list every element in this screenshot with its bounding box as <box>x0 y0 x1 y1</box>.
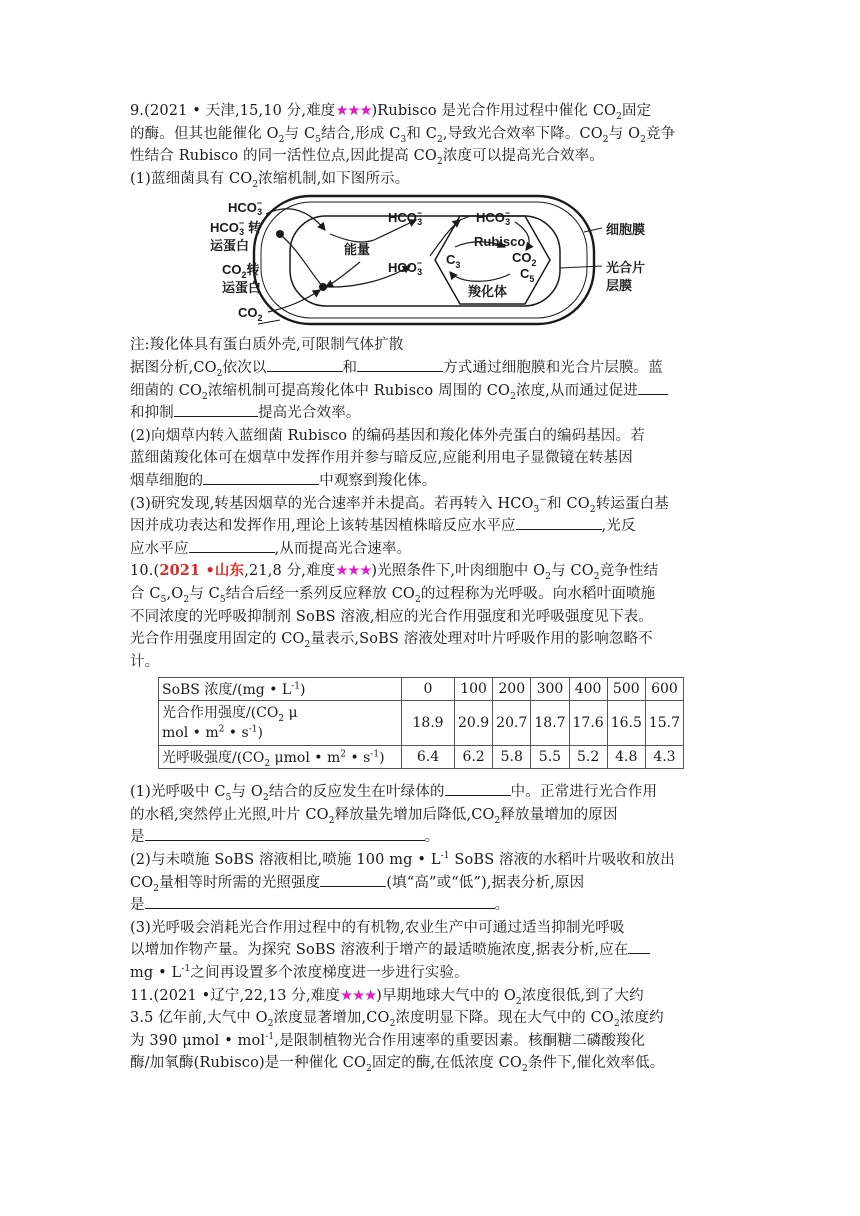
answer-blank[interactable] <box>628 939 650 954</box>
q9-line-1 <box>130 100 730 123</box>
text: 释放量先增加后降低,CO <box>334 806 495 823</box>
text: 为 390 μmol • mol <box>130 1032 266 1049</box>
text: 烟草细胞的 <box>130 472 204 489</box>
subscript: 5 <box>315 134 322 145</box>
hco3-transporter-label: HCO− 3 转 <box>210 218 262 238</box>
text: 性结合 Rubisco 的同一活性位点,因此提高 CO <box>130 148 437 165</box>
answer-blank[interactable] <box>516 515 602 530</box>
text: 中。正常进行光合作用 <box>510 784 658 801</box>
table-cell: 6.4 <box>402 746 455 769</box>
text: 浓度约 <box>619 1010 664 1027</box>
table-cell: 200 <box>493 678 531 701</box>
q9-part1-line-1 <box>130 357 730 380</box>
q10-source-highlight: 2021 •山东 <box>159 562 245 580</box>
rubisco-label: Rubisco <box>474 234 526 250</box>
text: 的酶。但其也能催化 O <box>130 125 279 142</box>
answer-blank[interactable] <box>445 781 511 796</box>
q10-source: ,21,8 分,难度 <box>244 563 336 580</box>
subscript: 2 <box>414 594 421 605</box>
q10-part1-line-2 <box>130 804 730 827</box>
table-header-cell: SoBS 浓度/(mg • $L^{-1}$) <box>159 678 402 701</box>
text: 是 <box>130 897 145 914</box>
q10-line-1 <box>130 560 730 583</box>
table-cell: 400 <box>569 678 607 701</box>
q11-number: 11. <box>130 987 154 1004</box>
text: 。 <box>424 829 440 846</box>
superscript: -1 <box>440 851 450 862</box>
subscript: 2 <box>153 883 160 894</box>
text: 浓缩机制可提高羧化体中 Rubisco 周围的 CO <box>207 382 511 399</box>
arrow <box>330 234 374 242</box>
answer-blank[interactable] <box>357 357 443 372</box>
paren: ( <box>153 563 160 580</box>
table-cell: 5.5 <box>531 746 569 769</box>
table-cell: 300 <box>531 678 569 701</box>
q10-part1-line-1 <box>130 781 730 804</box>
text: 与 C <box>189 585 220 602</box>
text: 结合,形成 C <box>321 125 401 142</box>
q9-number: 9. <box>130 103 145 119</box>
spacer <box>130 769 730 781</box>
q9-part3-line-3 <box>130 538 730 561</box>
q9-text: Rubisco 是光合作用过程中催化 CO <box>377 103 617 119</box>
subscript: 2 <box>593 572 600 583</box>
answer-blank[interactable] <box>189 538 275 553</box>
table-cell: 18.7 <box>531 701 569 746</box>
text: 固定的酶,在低浓度 CO <box>371 1055 522 1072</box>
exam-page <box>130 100 730 1075</box>
text: 浓度,从而通过促进 <box>515 382 638 399</box>
q10-part2-line-2 <box>130 872 730 895</box>
q9-part3-line-2 <box>130 515 730 538</box>
q9-part1-line-3 <box>130 402 730 425</box>
text: 是 <box>130 829 145 846</box>
diagram-note: 注:羧化体具有蛋白质外壳,可限制气体扩散 <box>130 337 404 354</box>
text: 方式通过细胞膜和光合片层膜。蓝 <box>443 359 663 376</box>
subscript: 2 <box>545 572 552 583</box>
table-cell: 20.7 <box>493 701 531 746</box>
text: (3)研究发现,转基因烟草的光合速率并未提高。若再转入 HCO <box>130 495 534 512</box>
superscript: − <box>539 494 548 505</box>
subscript: 2 <box>589 504 596 515</box>
cell-membrane-shape <box>254 196 594 324</box>
q10-part2-line-3 <box>130 894 730 917</box>
q11-line-2 <box>130 1007 730 1030</box>
text: 和 C <box>406 125 438 142</box>
q9-part1-intro <box>130 168 730 191</box>
subscript: 3 <box>533 504 540 515</box>
subscript: 2 <box>267 1019 274 1030</box>
subscript: 2 <box>252 179 259 190</box>
text: 结合的反应发生在叶绿体的 <box>268 784 445 801</box>
table-cell: 5.2 <box>569 746 607 769</box>
subscript: 2 <box>494 815 501 826</box>
table-cell: 100 <box>455 678 493 701</box>
subscript: 2 <box>510 391 516 402</box>
text: 据图分析,CO <box>130 359 217 376</box>
arrow <box>280 234 323 287</box>
carboxysome-label: 羧化体 <box>468 284 508 300</box>
c3-label: $C_3$ <box>446 252 461 271</box>
text: 因并成功表达和发挥作用,理论上该转基因植株暗反应水平应 <box>130 518 516 535</box>
text: 光照条件下,叶肉细胞中 O <box>377 563 546 580</box>
text: ,光反 <box>601 518 636 535</box>
table-cell: 500 <box>607 678 645 701</box>
text: 和 <box>342 359 358 376</box>
q11-line-1 <box>130 985 730 1008</box>
text: 早期地球大气中的 O <box>381 987 516 1004</box>
table-cell: 0 <box>402 678 455 701</box>
subscript: 2 <box>202 391 208 402</box>
text: 与 O <box>608 125 641 142</box>
q9-part3-line-1 <box>130 493 730 516</box>
table-cell: 4.3 <box>645 746 683 769</box>
q9-part2-line-2: 蓝细菌羧化体可在烟草中发挥作用并参与暗反应,应能利用电子显微镜在转基因 <box>130 450 633 467</box>
subscript: 2 <box>304 639 311 650</box>
text: 提高光合效率。 <box>257 405 361 422</box>
thylakoid-label: 光合片 <box>606 260 646 276</box>
difficulty-stars: ★★★ <box>335 563 372 580</box>
co2-inner-label: $CO_2$ <box>512 250 537 269</box>
table-cell: 15.7 <box>645 701 683 746</box>
q10-number: 10. <box>130 563 154 580</box>
answer-blank[interactable] <box>638 380 668 395</box>
subscript: 3 <box>400 134 407 145</box>
answer-blank[interactable] <box>145 826 425 841</box>
subscript: 2 <box>640 134 647 145</box>
text: 释放量增加的原因 <box>500 806 618 823</box>
text: 酶/加氧酶(Rubisco)是一种催化 CO <box>130 1055 367 1072</box>
text: (2)与未喷施 SoBS 溶液相比,喷施 100 mg • L <box>130 852 441 869</box>
leader-line <box>584 228 602 232</box>
subscript: 2 <box>366 1064 372 1075</box>
text: 应水平应 <box>130 540 189 557</box>
text: 浓度显著增加,CO <box>273 1010 390 1027</box>
subscript: 2 <box>216 368 223 379</box>
subscript: 2 <box>613 1019 620 1030</box>
table-cell: 600 <box>645 678 683 701</box>
subscript: 2 <box>616 111 622 122</box>
answer-blank[interactable] <box>267 357 343 372</box>
q10-part2-line-1 <box>130 849 730 872</box>
answer-blank[interactable] <box>203 470 319 485</box>
leader-line <box>560 266 602 268</box>
hco3-cytoplasm-label: HCO− 3 <box>388 208 423 228</box>
q11-line-4 <box>130 1052 730 1075</box>
paren: ) <box>376 987 382 1004</box>
text: 3.5 亿年前,大气中 O <box>130 1010 268 1027</box>
sobs-data-table <box>158 677 684 769</box>
c5-label: $C_5$ <box>520 266 535 285</box>
q9-part2-line-3 <box>130 470 730 493</box>
subscript: 2 <box>602 134 609 145</box>
subscript: 2 <box>515 996 522 1007</box>
subscript: 2 <box>389 1019 396 1030</box>
table-cell: 17.6 <box>569 701 607 746</box>
q10-part3-line-1: (3)光呼吸会消耗光合作用过程中的有机物,农业生产中可通过适当抑制光呼吸 <box>130 919 625 936</box>
table-row <box>159 678 684 701</box>
text: 与 O <box>231 784 263 801</box>
energy-label: 能量 <box>344 242 371 258</box>
text: 依次以 <box>222 359 267 376</box>
subscript: 2 <box>262 793 269 804</box>
q10-line-2 <box>130 583 730 606</box>
q10-line-4 <box>130 628 730 651</box>
q9-line-2 <box>130 123 730 146</box>
answer-blank[interactable] <box>174 402 258 417</box>
text: (填“高”或“低”),据表分析,原因 <box>386 874 585 891</box>
table-cell: 6.2 <box>455 746 493 769</box>
text: 量相等时所需的光照强度 <box>159 874 321 891</box>
text: (1)蓝细菌具有 CO <box>130 170 253 187</box>
co2-transporter-label: $CO_2$转 <box>222 262 260 281</box>
subscript: 2 <box>436 157 443 168</box>
q10-part3-line-3 <box>130 962 730 985</box>
text: 竞争性结 <box>599 563 659 580</box>
cell-membrane-label: 细胞膜 <box>606 222 646 238</box>
table-cell: 4.8 <box>607 746 645 769</box>
q9-source: (2021 • 天津,15,10 分,难度 <box>144 103 336 119</box>
text: ,导致光合效率下降。CO <box>442 125 603 142</box>
text: 中观察到羧化体。 <box>319 472 437 489</box>
hco3-lower-label: HCO− 3 <box>388 258 423 278</box>
text: ,O <box>166 585 184 602</box>
text: 。 <box>494 897 510 914</box>
subscript: 5 <box>219 594 226 605</box>
table-cell: 16.5 <box>607 701 645 746</box>
text: 转运蛋白基 <box>595 495 669 512</box>
text: 细菌的 CO <box>130 382 202 399</box>
arrow <box>450 272 510 281</box>
q10-part3-line-2 <box>130 939 730 962</box>
difficulty-stars: ★★★ <box>335 103 372 119</box>
text: 浓度可以提高光合效率。 <box>442 148 604 165</box>
text: mg • L <box>130 965 182 982</box>
answer-blank[interactable] <box>145 894 495 909</box>
diagram-svg <box>130 192 730 332</box>
energy-arrow <box>326 262 360 287</box>
text: 竞争 <box>646 125 676 142</box>
text: ,从而提高光合速率。 <box>274 540 412 557</box>
text: 量表示,SoBS 溶液处理对叶片呼吸作用的影响忽略不 <box>310 631 653 648</box>
superscript: -1 <box>265 1031 275 1042</box>
q9-line-3 <box>130 145 730 168</box>
q11-source: (2021 •辽宁,22,13 分,难度 <box>153 987 341 1004</box>
q11-line-3 <box>130 1030 730 1053</box>
paren: ) <box>371 103 378 119</box>
subscript: 2 <box>183 594 190 605</box>
table-header-cell: 光合作用强度$/(CO_2$ μ mol • $m^2$ • $s^{-1}$) <box>159 701 402 746</box>
difficulty-stars: ★★★ <box>340 987 377 1004</box>
text: 浓度很低,到了大约 <box>521 987 644 1004</box>
table-row <box>159 746 684 769</box>
subscript: 2 <box>437 134 443 145</box>
table-cell: 5.8 <box>493 746 531 769</box>
hco3-carboxysome-label: HCO− 3 <box>476 208 511 228</box>
text: CO <box>130 874 154 891</box>
paren: ) <box>371 563 378 580</box>
text: SoBS 溶液的水稻叶片吸收和放出 <box>449 852 675 869</box>
table-cell: 20.9 <box>455 701 493 746</box>
q10-line-5: 计。 <box>130 653 160 670</box>
text: 和抑制 <box>130 405 174 422</box>
subscript: 2 <box>328 815 335 826</box>
subscript: 2 <box>521 1064 528 1075</box>
text: 结合后经一系列反应释放 CO <box>225 585 415 602</box>
subscript: 2 <box>278 134 285 145</box>
table-header-cell: 光呼吸强度$/(CO_2$ μmol • $m^2$ • $s^{-1}$) <box>159 746 402 769</box>
co2-concentrating-diagram <box>130 192 730 332</box>
q9-text: 固定 <box>622 103 652 119</box>
table-cell: 18.9 <box>402 701 455 746</box>
q9-part1-line-2 <box>130 380 730 403</box>
text: 浓缩机制,如下图所示。 <box>258 170 410 187</box>
text: 条件下,催化效率低。 <box>527 1055 665 1072</box>
co2-transporter-label-2: 运蛋白 <box>222 280 262 296</box>
text: 与 CO <box>551 563 594 580</box>
text: 以增加作物产量。为探究 SoBS 溶液利于增产的最适喷施浓度,据表分析,应在 <box>130 942 629 959</box>
arrow <box>268 290 320 312</box>
text: 的水稻,突然停止光照,叶片 CO <box>130 806 329 823</box>
hco3-transporter-label-2: 运蛋白 <box>210 238 250 254</box>
text: 浓度明显下降。现在大气中的 CO <box>395 1010 614 1027</box>
text: ,是限制植物光合作用速率的重要因素。核酮糖二磷酸羧化 <box>274 1032 646 1049</box>
text: 与 C <box>284 125 316 142</box>
text: 之间再设置多个浓度梯度进一步进行实验。 <box>190 965 469 982</box>
text: 的过程称为光呼吸。向水稻叶面喷施 <box>420 585 656 602</box>
q10-line-3: 不同浓度的光呼吸抑制剂 SoBS 溶液,相应的光合作用强度和光呼吸强度见下表。 <box>130 608 653 625</box>
text: 合 C <box>130 585 161 602</box>
q10-part1-line-3 <box>130 826 730 849</box>
text: 和 CO <box>547 495 590 512</box>
hco3-outer-label: HCO− 3 <box>228 198 263 218</box>
answer-blank[interactable] <box>320 872 386 887</box>
table-row <box>159 701 684 746</box>
arrow <box>266 209 325 230</box>
superscript: -1 <box>181 964 191 975</box>
text: 光合作用强度用固定的 CO <box>130 631 305 648</box>
q9-part2-line-1: (2)向烟草内转入蓝细菌 Rubisco 的编码基因和羧化体外壳蛋白的编码基因。若 <box>130 427 645 444</box>
subscript: 5 <box>225 793 232 804</box>
co2-outer-label: $CO_2$ <box>238 305 263 324</box>
thylakoid-label-2: 层膜 <box>606 278 633 294</box>
text: (1)光呼吸中 C <box>130 784 226 801</box>
subscript: 5 <box>160 594 167 605</box>
